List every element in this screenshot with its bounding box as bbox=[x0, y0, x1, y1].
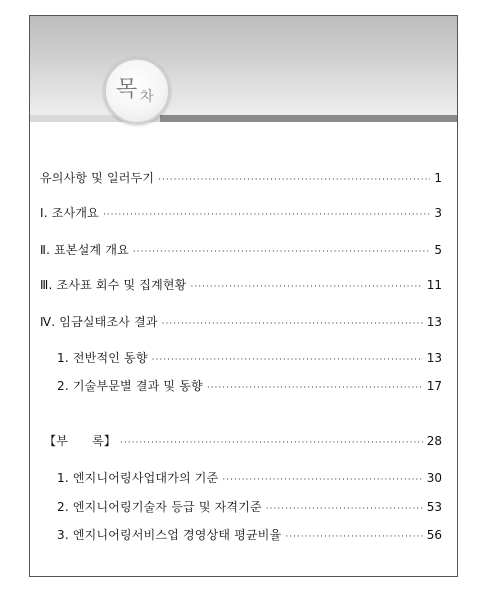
toc-entry[interactable] bbox=[40, 171, 442, 187]
toc-entry-page: 3 bbox=[434, 206, 442, 220]
toc-entry-label: Ⅰ. 조사개요 bbox=[40, 206, 99, 220]
toc-leader-dots bbox=[207, 381, 423, 395]
title-badge bbox=[104, 58, 170, 124]
toc-entry-label: 2. 기술부문별 결과 및 동향 bbox=[57, 379, 203, 393]
toc-entry-page: 30 bbox=[426, 471, 442, 485]
toc-entry-label: 3. 엔지니어링서비스업 경영상태 평균비율 bbox=[57, 528, 282, 542]
toc-entry-label: Ⅱ. 표본설계 개요 bbox=[40, 243, 129, 257]
toc-leader-dots bbox=[158, 173, 430, 187]
toc-entry[interactable] bbox=[44, 434, 442, 450]
toc-leader-dots bbox=[266, 502, 423, 516]
toc-entry[interactable] bbox=[57, 528, 442, 544]
toc-entry-page: 17 bbox=[426, 379, 442, 393]
toc-leader-dots bbox=[152, 353, 423, 367]
toc-leader-dots bbox=[103, 208, 430, 222]
toc-entry[interactable] bbox=[40, 206, 442, 222]
toc-entry[interactable] bbox=[57, 379, 442, 395]
toc-entry[interactable] bbox=[57, 351, 442, 367]
toc-leader-dots bbox=[190, 280, 422, 294]
toc-entry-page: 56 bbox=[426, 528, 442, 542]
title-main-char: 목 bbox=[116, 77, 138, 102]
toc-entry-page: 13 bbox=[426, 315, 442, 329]
toc-entry-label: 1. 전반적인 동향 bbox=[57, 351, 148, 365]
toc-entry-label: Ⅳ. 임금실태조사 결과 bbox=[40, 315, 158, 329]
toc-entry-label: 【부 록】 bbox=[44, 434, 117, 448]
toc-entry-page: 28 bbox=[426, 434, 442, 448]
toc-entry[interactable] bbox=[40, 243, 442, 259]
toc-leader-dots bbox=[133, 245, 430, 259]
toc-entry[interactable] bbox=[40, 278, 442, 294]
header-banner bbox=[30, 16, 457, 116]
toc-leader-dots bbox=[120, 436, 423, 450]
toc-leader-dots bbox=[162, 317, 423, 331]
document-page bbox=[29, 15, 458, 577]
toc-leader-dots bbox=[222, 473, 422, 487]
toc-entry-label: 1. 엔지니어링사업대가의 기준 bbox=[57, 471, 219, 485]
toc-leader-dots bbox=[285, 530, 422, 544]
toc-entry-label: 2. 엔지니어링기술자 등급 및 자격기준 bbox=[57, 500, 262, 514]
toc-entry[interactable] bbox=[40, 315, 442, 331]
toc-entry-label: Ⅲ. 조사표 회수 및 집계현황 bbox=[40, 278, 187, 292]
toc-entry-label: 유의사항 및 일러두기 bbox=[40, 171, 155, 185]
toc-entry[interactable] bbox=[57, 500, 442, 516]
toc-entry-page: 5 bbox=[434, 243, 442, 257]
header-stripe-dark bbox=[160, 115, 457, 122]
toc-entry-page: 11 bbox=[426, 278, 442, 292]
title-sub-char: 차 bbox=[140, 89, 154, 105]
toc-entry-page: 1 bbox=[434, 171, 442, 185]
toc-entry[interactable] bbox=[57, 471, 442, 487]
toc-entry-page: 13 bbox=[426, 351, 442, 365]
toc-entry-page: 53 bbox=[426, 500, 442, 514]
